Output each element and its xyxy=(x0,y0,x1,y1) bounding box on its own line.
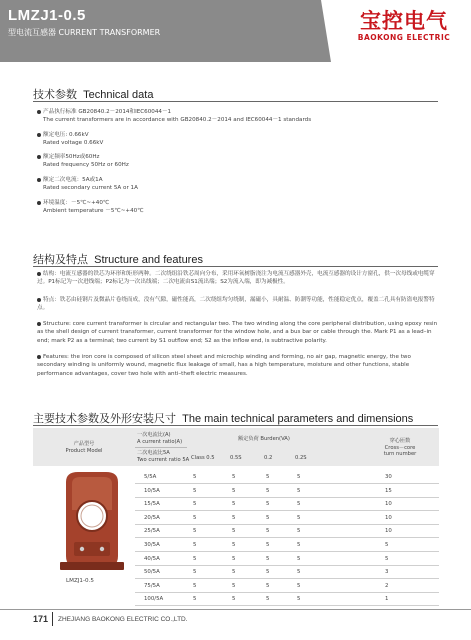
tech-item-cn: 额定频率50Hz或60Hz xyxy=(43,154,100,160)
brand-name-en: BAOKONG ELECTRIC xyxy=(357,33,451,42)
table-cell: 5 xyxy=(385,542,389,548)
tech-divider xyxy=(33,101,438,102)
table-cell: 5 xyxy=(232,514,236,521)
table-cell: 5 xyxy=(193,487,197,494)
table-cell: 1 xyxy=(385,596,389,603)
bullet-dot-icon xyxy=(37,201,41,205)
bullet-dot-icon xyxy=(37,155,41,159)
th-burden: 额定负荷 Burden(VA) xyxy=(238,436,290,442)
table-cell: 40/5A xyxy=(144,555,160,562)
bullet-dot-icon xyxy=(37,355,41,359)
table-cell: 5 xyxy=(297,542,301,548)
model-subtitle: 型电流互感器 CURRENT TRANSFORMER xyxy=(8,28,161,37)
structure-title-cn: 结构及特点 xyxy=(33,253,88,266)
table-row xyxy=(135,524,439,538)
table-cell: 10 xyxy=(385,528,392,535)
tech-item-en: Rated frequency 50Hz or 60Hz xyxy=(43,162,129,168)
tech-item xyxy=(37,108,437,124)
tech-title-en: Technical data xyxy=(83,89,154,101)
tech-item-en: The current transformers are in accordance with GB20840.2－2014 and IEC60044－1 standards xyxy=(43,117,312,123)
structure-cn-1 xyxy=(37,270,439,287)
structure-divider xyxy=(33,266,438,267)
params-section-title xyxy=(33,410,413,426)
th-ratio xyxy=(137,432,182,445)
tech-title-cn: 技术参数 xyxy=(33,88,77,101)
page-number: 171 xyxy=(33,614,49,624)
table-cell: 5 xyxy=(297,474,301,480)
table-cell: 5 xyxy=(297,528,301,535)
bullet-dot-icon xyxy=(37,298,41,302)
table-cell: 10/5A xyxy=(144,487,160,494)
table-cell: 5 xyxy=(266,542,270,548)
bullet-dot-icon xyxy=(37,133,41,137)
tech-item-en: Rated secondary current 5A or 1A xyxy=(43,185,138,191)
bullet-dot-icon xyxy=(37,272,41,276)
table-cell: 25/5A xyxy=(144,528,160,535)
table-cell: 5 xyxy=(297,501,301,508)
table-cell: 5 xyxy=(232,474,236,480)
th-secondary xyxy=(137,450,189,463)
table-cell: 5 xyxy=(232,569,236,576)
structure-section-title xyxy=(33,251,203,267)
params-title-cn: 主要技术参数及外形安装尺寸 xyxy=(33,412,176,425)
footer-divider xyxy=(0,609,471,610)
th-product xyxy=(59,441,109,454)
structure-cn-2-text: 特点：铁芯由硅钢片及微晶片卷绕而成，没有气隙，磁性能高，二次绕组均匀绕制，漏磁小，具耐温、防潮等功能，性能稳定优点，覆盖二孔具有防盗电报警特点。 xyxy=(37,297,435,312)
table-cell: 5 xyxy=(266,501,270,508)
transformer-illustration xyxy=(52,470,132,575)
tech-item xyxy=(37,199,437,215)
structure-en-2-text: Features: the iron core is composed of silicon steel sheet and microchip winding and forming, no air gap, magnetic energy, the two secondary winding is uniformly wound, magnetic flux leakage of small, has a high temperature, moisture and other functions, stable performance advantages, cover two hole with anti–theft electric measures. xyxy=(37,354,411,377)
table-row xyxy=(135,484,439,498)
table-cell: 5 xyxy=(232,487,236,494)
tech-item-cn: 环境温度：－5℃~+40℃ xyxy=(43,200,110,206)
table-cell: 2 xyxy=(385,582,389,589)
table-cell: 5 xyxy=(193,582,197,589)
th-ratio-en: A current ratio(A) xyxy=(137,438,183,445)
table-row xyxy=(135,497,439,511)
table-cell: 15/5A xyxy=(144,501,160,508)
tech-item-cn: 额定电压: 0.66kV xyxy=(43,132,89,138)
table-cell: 5 xyxy=(266,596,270,603)
table-row xyxy=(135,552,439,566)
table-cell: 5 xyxy=(193,501,197,508)
structure-cn-1-text: 结构：电流互感器的铁芯为环形和矩形两种。二次绕组沿铁芯周向分布，采用环氧树脂浇注为电流互感器外壳，电流互感器的设计方窗孔，供一次母线或电缆穿过。P1标记为一次进线端；P2标记为一次出线端；二次电流由S1流出端；S2为流入端，即为减极性。 xyxy=(37,271,435,286)
page-header xyxy=(0,0,471,62)
structure-en-1-text: Structure: core current transformer is circular and rectangular two. The two winding along the core peripheral distribution, using epoxy resin as the shell design of current transformer, current transformer for the window hole, and a bus bar or cable through the. Mark P1 as a lead–in end; mark P2 as a terminal; two current by S1 outflow end; S2 as the inflow end, is subtractive polarity. xyxy=(37,321,438,344)
th-product-cn: 产品型号 xyxy=(73,441,95,447)
table-cell: 5 xyxy=(193,474,197,480)
table-cell: 5 xyxy=(193,596,197,603)
table-cell: 5 xyxy=(266,569,270,576)
table-cell: 5 xyxy=(232,542,236,548)
tech-item-en: Rated voltage 0.66kV xyxy=(43,140,104,146)
tech-section-title xyxy=(33,86,153,102)
table-row xyxy=(135,565,439,579)
table-cell: 5 xyxy=(232,555,236,562)
tech-item-en: Ambient temperature －5℃~+40℃ xyxy=(43,208,144,214)
table-cell: 5 xyxy=(232,528,236,535)
th-turns-en1: Cross－core xyxy=(384,444,416,451)
tech-item-cn: 产品执行标准 GB20840.2－2014和IEC60044－1 xyxy=(43,109,172,115)
table-cell: 20/5A xyxy=(144,514,160,521)
table-row xyxy=(135,579,439,593)
params-title-en: The main technical parameters and dimensions xyxy=(182,413,414,425)
table-cell: 5 xyxy=(232,501,236,508)
table-row xyxy=(135,592,439,606)
table-cell: 5 xyxy=(297,487,301,494)
table-cell: 5 xyxy=(266,555,270,562)
th-ratio-divider xyxy=(135,447,187,448)
th-turns xyxy=(375,438,425,458)
structure-title-en: Structure and features xyxy=(94,254,203,266)
th-turns-en2: turn number xyxy=(383,451,417,457)
table-cell: 5 xyxy=(193,528,197,535)
th-0-2: 0.2 xyxy=(264,455,273,461)
table-cell: 5 xyxy=(193,555,197,562)
table-cell: 100/5A xyxy=(144,596,164,603)
params-divider xyxy=(33,425,438,426)
tech-item xyxy=(37,153,437,169)
table-row xyxy=(135,511,439,525)
table-cell: 5 xyxy=(266,582,270,589)
company-name: ZHEJIANG BAOKONG ELECTRIC CO.,LTD. xyxy=(58,616,188,623)
table-cell: 5 xyxy=(266,528,270,535)
footer-separator xyxy=(52,612,53,626)
th-turns-cn: 穿心匝数 xyxy=(389,438,411,444)
bullet-dot-icon xyxy=(37,178,41,182)
table-cell: 30/5A xyxy=(144,542,160,548)
tech-item xyxy=(37,131,437,147)
th-secondary-en: Two current ratio 5A xyxy=(137,456,190,463)
th-ratio-cn: 一次电流比(A) xyxy=(137,432,171,438)
table-cell: 10 xyxy=(385,501,392,508)
table-row xyxy=(135,470,439,484)
table-cell: 5 xyxy=(297,514,301,521)
table-cell: 5 xyxy=(232,596,236,603)
table-cell: 5 xyxy=(297,555,301,562)
table-cell: 10 xyxy=(385,514,392,521)
table-cell: 5 xyxy=(193,514,197,521)
table-cell: 5 xyxy=(297,569,301,576)
th-secondary-cn: 二次电流比5A xyxy=(137,450,170,456)
brand-name-cn: 宝控电气 xyxy=(360,9,448,33)
table-header xyxy=(33,428,439,466)
table-cell: 5 xyxy=(297,596,301,603)
table-cell: 5 xyxy=(297,582,301,589)
th-class: Class 0.5 xyxy=(191,455,215,461)
table-cell: 50/5A xyxy=(144,569,160,576)
tech-item xyxy=(37,176,437,192)
structure-en-2 xyxy=(37,353,439,378)
table-cell: 5 xyxy=(266,474,270,480)
structure-cn-2 xyxy=(37,296,439,313)
th-0-2s: 0.2S xyxy=(295,455,307,461)
table-cell: 5 xyxy=(193,569,197,576)
table-cell: 75/5A xyxy=(144,582,160,589)
table-cell: 5/5A xyxy=(144,474,157,480)
table-cell: 5 xyxy=(232,582,236,589)
bullet-dot-icon xyxy=(37,110,41,114)
tech-item-cn: 额定二次电流：5A或1A xyxy=(43,177,103,183)
table-cell: 5 xyxy=(266,514,270,521)
table-cell: 15 xyxy=(385,487,392,494)
brand-logo xyxy=(349,9,459,42)
th-product-en: Product Model xyxy=(65,447,103,454)
th-0-5s: 0.5S xyxy=(230,455,242,461)
table-cell: 3 xyxy=(385,569,389,576)
model-title: LMZJ1-0.5 xyxy=(8,7,86,24)
table-cell: 30 xyxy=(385,474,392,480)
table-cell: 5 xyxy=(385,555,389,562)
table-cell: 5 xyxy=(266,487,270,494)
table-row xyxy=(135,538,439,552)
table-cell: 5 xyxy=(193,542,197,548)
structure-en-1 xyxy=(37,320,439,345)
product-label: LMZJ1-0.5 xyxy=(66,578,94,584)
bullet-dot-icon xyxy=(37,322,41,326)
